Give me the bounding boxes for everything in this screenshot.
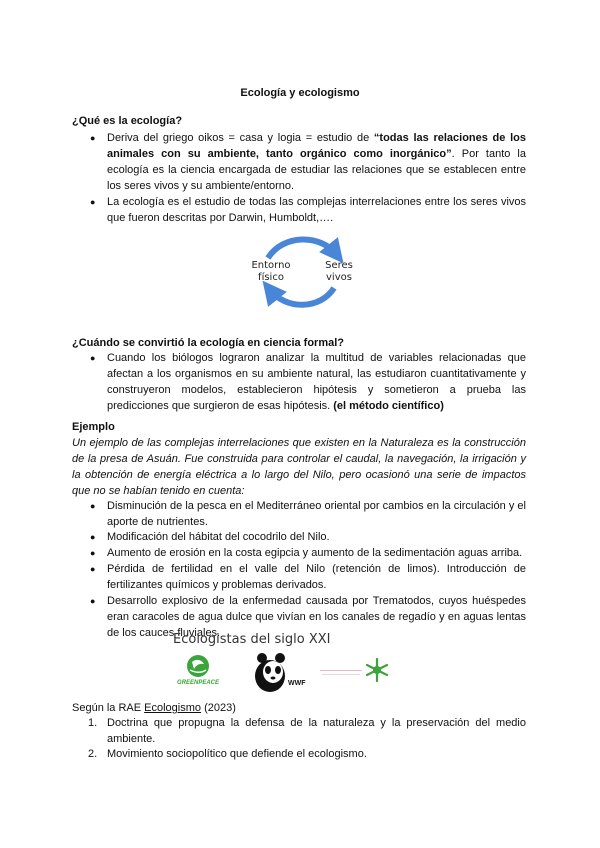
paragraph-asuan-intro: Un ejemplo de las complejas interrelaciones que existen en la Naturaleza es la construcción de la presa de Asuán. Fue construida para controlar el caudal, la navegación, la irrigación y la obtención de energía eléctrica a lo largo del Nilo, pero ocasionó una serie de impactos que no se habían tenido en cuenta:: [72, 437, 526, 497]
rae-pre: Según la RAE: [72, 702, 145, 714]
diagram-label-entorno-line2: físico: [258, 272, 284, 283]
wwf-logo-text: WWF: [288, 680, 306, 687]
logo-faint-line: [320, 670, 362, 671]
ecology-cycle-diagram: [228, 232, 378, 312]
greenpeace-globe-icon: [174, 652, 222, 692]
logo-faint-line: [322, 674, 360, 675]
rae-year: (2023): [201, 702, 236, 714]
paragraph-etymology: [107, 130, 526, 194]
heading-ejemplo: Ejemplo: [72, 421, 115, 433]
wwf-logo: [250, 650, 308, 694]
diagram-label-seres: [318, 260, 360, 284]
list-item-impact: Desarrollo explosivo de la enfermedad causada por Trematodos, cuyos huéspedes eran caracoles de agua dulce que vivían en los canales de regadío y en aguas lentas de los cauces fluviales.: [107, 595, 526, 639]
diagram-label-entorno: [248, 260, 294, 284]
list-item-impact: Disminución de la pesca en el Mediterráneo oriental por cambios en la circulación y el aporte de nutrientes.: [107, 500, 526, 528]
greenpeace-logo-text: GREENPEACE: [176, 680, 219, 686]
bullet-dot: ●: [90, 197, 96, 207]
rae-definition: Movimiento sociopolítico que defiende el ecologismo.: [107, 748, 367, 760]
heading-ciencia-formal: ¿Cuándo se convirtió la ecología en ciencia formal?: [72, 337, 345, 349]
greenpeace-logo: [174, 652, 222, 692]
diagram-label-entorno-line1: Entorno: [251, 260, 291, 271]
list-item-impact: Aumento de erosión en la costa egipcia y aumento de la sedimentación aguas arriba.: [107, 547, 523, 559]
ecologistas-en-accion-logo: [320, 652, 394, 692]
list-item-impact: Modificación del hábitat del cocodrilo del Nilo.: [107, 531, 330, 543]
bullet-dot: ●: [90, 353, 96, 363]
etymology-quote: “todas las relaciones de los animales con su ambiente, tanto orgánico como inorgánico”: [107, 132, 526, 160]
list-number: 1.: [88, 717, 98, 729]
bullet-dot: ●: [90, 501, 96, 511]
etymology-text: Deriva del griego oikos = casa y logia = estudio de: [107, 132, 374, 144]
scientific-method-bold: (el método científico): [333, 400, 444, 412]
document-title: Ecología y ecologismo: [240, 87, 360, 99]
rae-definition: Doctrina que propugna la defensa de la naturaleza y la preservación del medio ambiente.: [107, 717, 526, 745]
leaf-star-icon: [364, 656, 390, 684]
bullet-dot: ●: [90, 548, 96, 558]
panda-icon: [250, 650, 294, 694]
etymology-text-end: . Por tanto la ecología es la ciencia encargada de estudiar las relaciones que se establecen entre los seres vivos y su ambiente/entorno.: [107, 148, 526, 192]
list-number: 2.: [88, 748, 98, 760]
heading-que-es-ecologia: ¿Qué es la ecología?: [72, 115, 183, 127]
bullet-dot: ●: [90, 564, 96, 574]
scientific-method-text: Cuando los biólogos lograron analizar la multitud de variables relacionadas que afectan a los organismos en su ambiente natural, las estudiaron cuantitativamente y construyeron modelos, establecieron hipótesis y sometieron a prueba las predicciones que surgieron de esas hipótesis.: [107, 352, 526, 412]
paragraph-scientific-method: [107, 350, 526, 414]
bullet-dot: ●: [90, 596, 96, 606]
diagram-label-seres-line2: vivos: [326, 272, 352, 283]
bullet-dot: ●: [90, 133, 96, 143]
bullet-dot: ●: [90, 532, 96, 542]
rae-reference: [72, 700, 236, 716]
paragraph-ecology-definition: La ecología es el estudio de todas las complejas interrelaciones entre los seres vivos que fueron descritas por Darwin, Humboldt,….: [107, 196, 526, 224]
diagram-label-seres-line1: Seres: [325, 260, 353, 271]
list-item-impact: Pérdida de fertilidad en el valle del Nilo (retención de limos). Introducción de fertilizantes químicos y problemas derivados.: [107, 563, 526, 591]
rae-term-link[interactable]: Ecologismo: [144, 702, 202, 714]
ecologists-title: Ecologistas del siglo XXI: [173, 632, 331, 647]
